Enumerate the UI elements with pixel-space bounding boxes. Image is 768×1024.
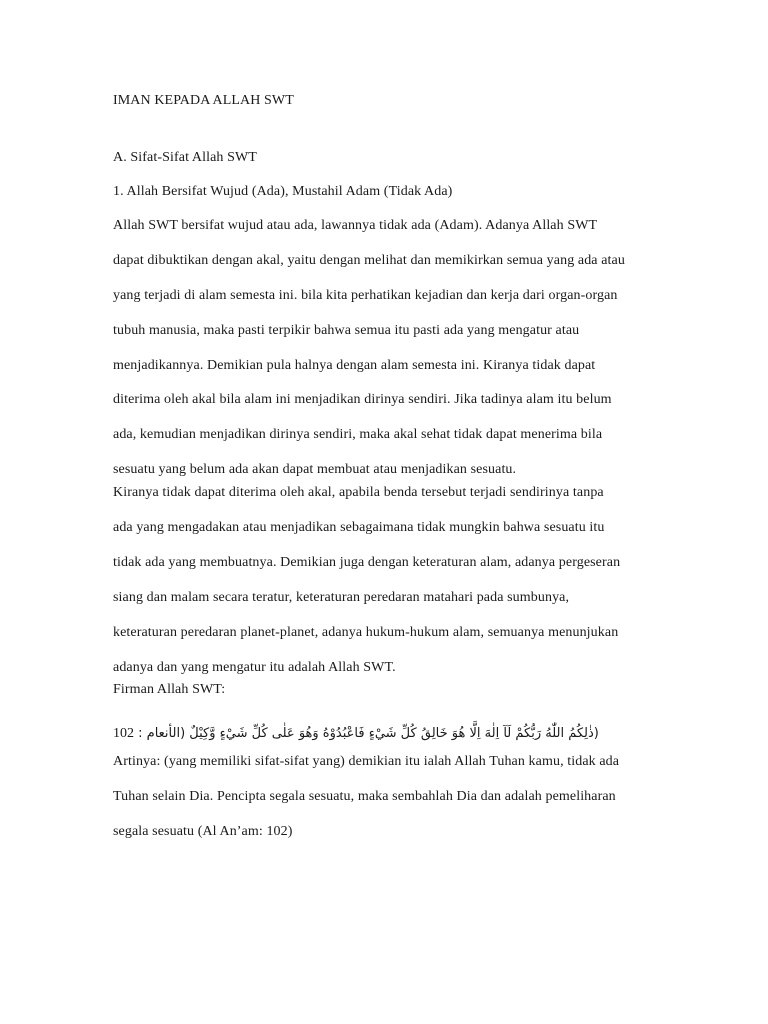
text-line: sesuatu yang belum ada akan dapat membuat atau menjadikan sesuatu. <box>113 462 517 478</box>
text-line: dapat dibuktikan dengan akal, yaitu dengan melihat dan memikirkan semua yang ada atau <box>113 252 625 268</box>
document-body <box>113 90 673 856</box>
text-line: ada, kemudian menjadikan dirinya sendiri, maka akal sehat tidak dapat menerima bila <box>113 427 603 443</box>
subheading: 1. Allah Bersifat Wujud (Ada), Mustahil Adam (Tidak Ada) <box>113 184 453 199</box>
arabic-verse-line <box>113 723 673 751</box>
text-line: menjadikannya. Demikian pula halnya dengan alam semesta ini. Kiranya tidak dapat <box>113 357 596 373</box>
firman-label: Firman Allah SWT: <box>113 682 226 698</box>
text-line: ada yang mengadakan atau menjadikan sebagaimana tidak mungkin bahwa sesuatu itu <box>113 520 605 536</box>
text-line: tidak ada yang membuatnya. Demikian juga dengan keteraturan alam, adanya pergeseran <box>113 554 621 570</box>
document-title: IMAN KEPADA ALLAH SWT <box>113 93 294 108</box>
text-line: keteraturan peredaran planet-planet, adanya hukum-hukum alam, semuanya menunjukan <box>113 624 619 640</box>
text-line: tubuh manusia, maka pasti terpikir bahwa semua itu pasti ada yang mengatur atau <box>113 322 580 338</box>
text-line: yang terjadi di alam semesta ini. bila kita perhatikan kejadian dan kerja dari organ-organ <box>113 287 618 303</box>
section-heading: A. Sifat-Sifat Allah SWT <box>113 150 257 165</box>
text-line: siang dan malam secara teratur, keteraturan peredaran matahari pada sumbunya, <box>113 589 570 605</box>
text-line: diterima oleh akal bila alam ini menjadikan dirinya sendiri. Jika tadinya alam itu belum <box>113 392 612 408</box>
paragraph-1 <box>113 215 673 494</box>
text-line: Tuhan selain Dia. Pencipta segala sesuatu, maka sembahlah Dia dan adalah pemeliharan <box>113 789 616 805</box>
translation <box>113 751 673 856</box>
arabic-verse: (ذٰلِكُمُ اللّٰهُ رَبُّكُمْ لَآ اِلٰهَ اِلَّا هُوَ خَالِقُ كُلِّ شَيْءٍ فَاعْبُدُوْهُ وَهُوَ عَلٰى كُلِّ شَيْءٍ وَّكِيْلٌ (الأنعام : <box>138 726 599 742</box>
text-line: Artinya: (yang memiliki sifat-sifat yang) demikian itu ialah Allah Tuhan kamu, tidak ada <box>113 754 620 770</box>
ayah-number: 102 <box>113 726 134 742</box>
text-line: segala sesuatu (Al An’am: 102) <box>113 824 293 840</box>
text-line: Kiranya tidak dapat diterima oleh akal, apabila benda tersebut terjadi sendirinya tanpa <box>113 485 604 501</box>
paragraph-2 <box>113 482 673 691</box>
text-line: Allah SWT bersifat wujud atau ada, lawannya tidak ada (Adam). Adanya Allah SWT <box>113 218 598 233</box>
text-line: adanya dan yang mengatur itu adalah Allah SWT. <box>113 659 396 675</box>
